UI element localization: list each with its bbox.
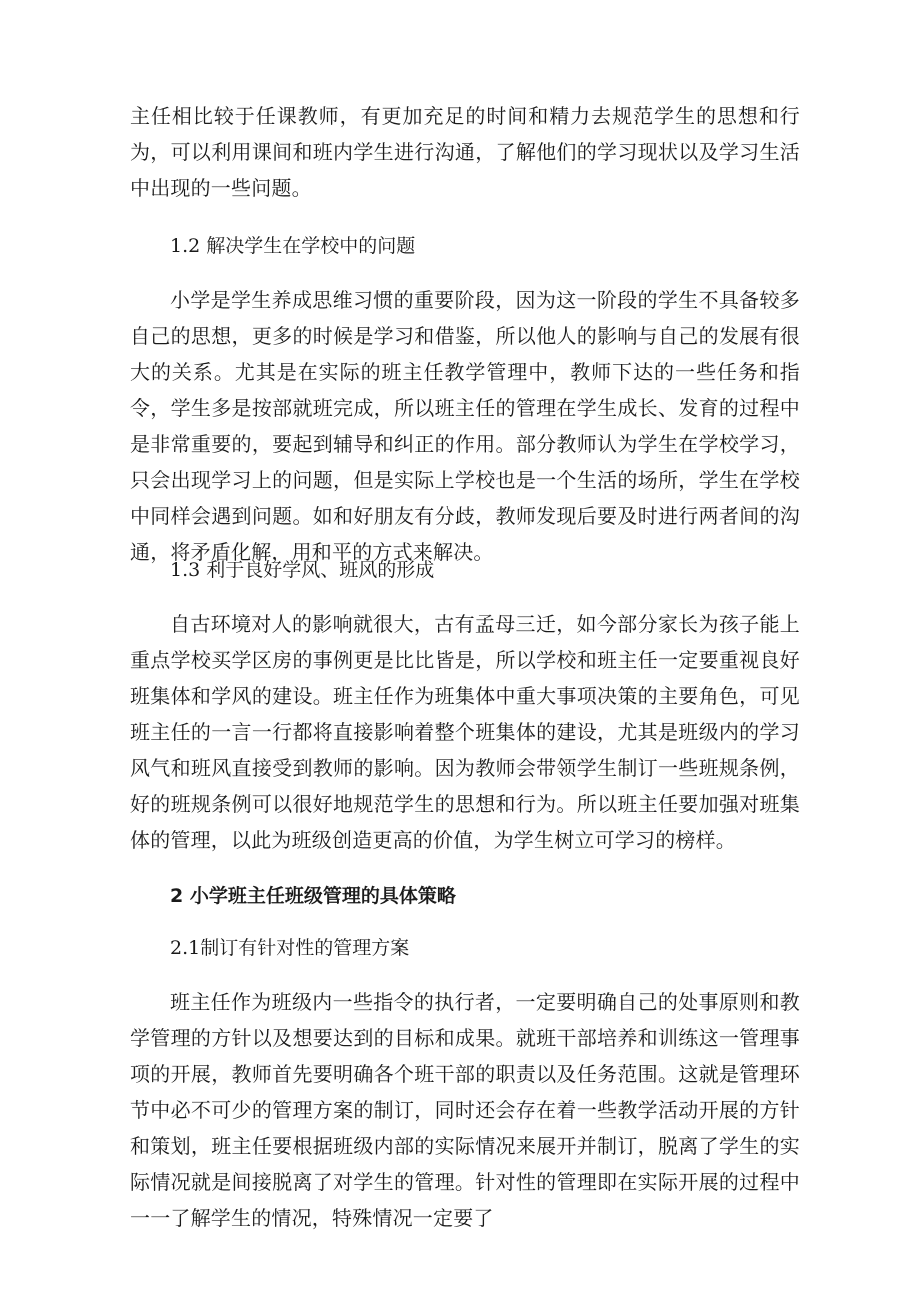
paragraph-1-3: 自古环境对人的影响就很大，古有孟母三迁，如今部分家长为孩子能上重点学校买学区房的事例更是比比皆是，所以学校和班主任一定要重视良好班集体和学风的建设。班主任作为班集体中重大事项决策的主要角色，可见班主任的一言一行都将直接影响着整个班集体的建设，尤其是班级内的学习风气和班风直接受到教师的影响。因为教师会带领学生制订一些班规条例，好的班规条例可以很好地规范学生的思想和行为。所以班主任要加强对班集体的管理，以此为班级创造更高的价值，为学生树立可学习的榜样。	[130, 612, 800, 852]
paragraph-2-1: 班主任作为班级内一些指令的执行者，一定要明确自己的处事原则和教学管理的方针以及想要达到的目标和成果。就班干部培养和训练这一管理事项的开展，教师首先要明确各个班干部的职责以及任务范围。这就是管理环节中必不可少的管理方案的制订，同时还会存在着一些教学活动开展的方针和策划，班主任要根据班级内部的实际情况来展开并制订，脱离了学生的实际情况就是间接脱离了对学生的管理。针对性的管理即在实际开展的过程中一一了解学生的情况，特殊情况一定要了	[130, 990, 800, 1230]
paragraph-1-2: 小学是学生养成思维习惯的重要阶段，因为这一阶段的学生不具备较多自己的思想，更多的时候是学习和借鉴，所以他人的影响与自己的发展有很大的关系。尤其是在实际的班主任教学管理中，教师下达的一些任务和指令，学生多是按部就班完成，所以班主任的管理在学生成长、发育的过程中是非常重要的，要起到辅导和纠正的作用。部分教师认为学生在学校学习，只会出现学习上的问题，但是实际上学校也是一个生活的场所，学生在学校中同样会遇到问题。如和好朋友有分歧，教师发现后要及时进行两者间的沟通，将矛盾化解，用和平的方式来解决。	[130, 288, 800, 564]
subheading-1-2: 1.2 解决学生在学校中的问题	[170, 235, 416, 257]
subheading-1-3: 1.3 利于良好学风、班风的形成	[170, 559, 435, 581]
subheading-2-1: 2.1制订有针对性的管理方案	[170, 937, 410, 959]
paragraph-continuation: 主任相比较于任课教师，有更加充足的时间和精力去规范学生的思想和行为，可以利用课间和班内学生进行沟通，了解他们的学习现状以及学习生活中出现的一些问题。	[130, 104, 800, 200]
section-heading-2: 2 小学班主任班级管理的具体策略	[170, 885, 456, 907]
